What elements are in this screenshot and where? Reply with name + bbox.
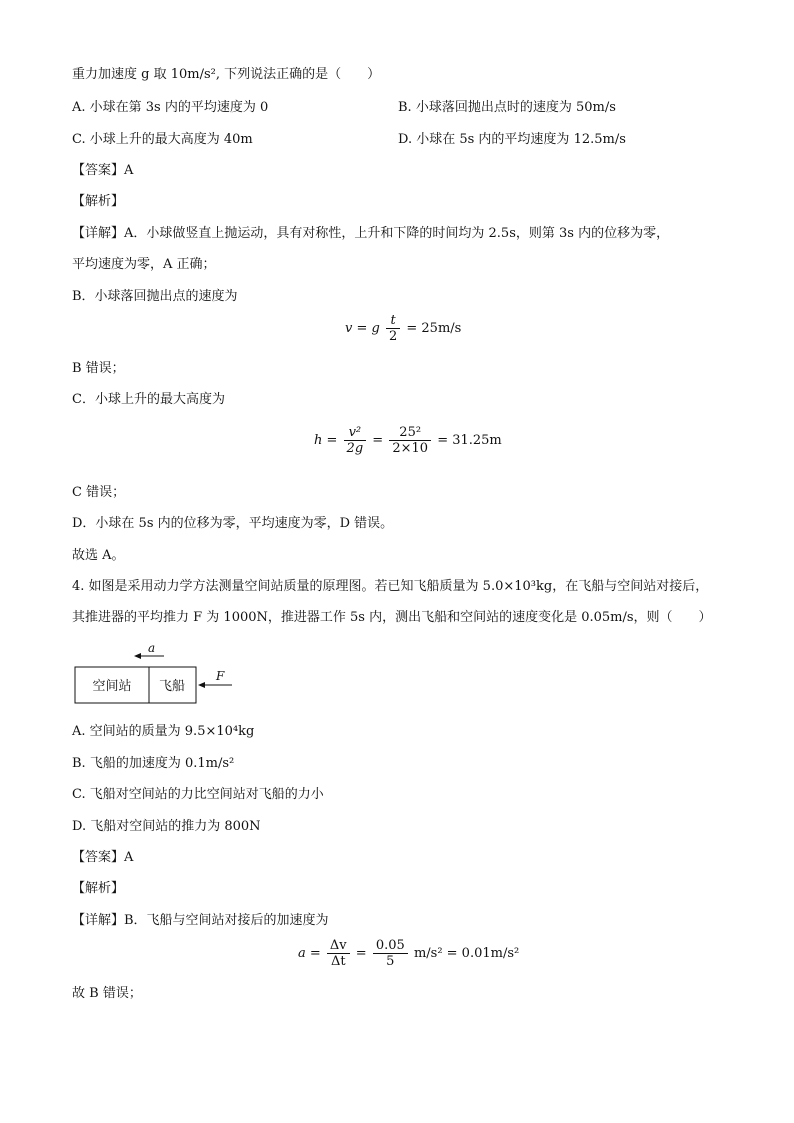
detail-line: D．小球在 5s 内的位移为零，平均速度为零，D 错误。 [72,516,394,531]
option-a: A. 小球在第 3s 内的平均速度为 0 [72,100,269,115]
detail-line: 【详解】B．飞船与空间站对接后的加速度为 [72,913,329,928]
detail-line: B 错误； [72,361,125,376]
q4-option-b: B. 飞船的加速度为 0.1m/s² [72,756,235,771]
force-arrowhead [198,682,205,688]
fraction-numerator: t [386,313,400,329]
detail-line: 故 B 错误； [72,986,142,1001]
option-b: B. 小球落回抛出点时的速度为 50m/s [398,100,616,115]
formula-acceleration [298,938,519,969]
fraction [344,425,367,456]
formula-velocity [345,313,461,344]
fraction [386,313,400,344]
diagram-svg [72,638,242,708]
fraction-denominator: 2g [346,441,364,456]
analysis-label: 【解析】 [72,881,125,896]
fraction-denominator: 2×10 [392,441,429,456]
ship-label: 飞船 [158,679,186,694]
question-4-stem-cont: 其推进器的平均推力 F 为 1000N，推进器工作 5s 内，测出飞船和空间站的速度变化是 0.05m/s，则（ ） [72,610,712,625]
fraction-denominator: Δt [330,954,346,969]
equals-sign: = [372,433,384,448]
formula-height [314,425,502,456]
fraction-numerator: Δv [327,938,350,954]
accel-label: a [148,641,156,655]
fraction [389,425,431,456]
detail-line: 平均速度为零，A 正确； [72,257,216,272]
fraction-numerator: 0.05 [373,938,408,954]
accel-arrowhead [134,653,141,659]
formula-lhs: a = [298,946,321,961]
q4-option-c: C. 飞船对空间站的力比空间站对飞船的力小 [72,787,324,802]
option-d: D. 小球在 5s 内的平均速度为 12.5m/s [398,132,626,147]
detail-line: 【详解】A．小球做竖直上抛运动，具有对称性，上升和下降的时间均为 2.5s，则第 3s 内的位移为零， [72,226,670,241]
spacestation-diagram [72,638,242,708]
analysis-label: 【解析】 [72,194,125,209]
fraction-denominator: 5 [386,954,395,969]
detail-line: C．小球上升的最大高度为 [72,392,225,407]
force-label: F [216,669,225,683]
answer-label: 【答案】A [72,163,134,178]
detail-line: C 错误； [72,485,126,500]
formula-lhs: h = [314,433,338,448]
formula-rhs: m/s² = 0.01m/s² [413,946,520,961]
question-stem-end: 重力加速度 g 取 10m/s², 下列说法正确的是（ ） [72,67,381,82]
question-4-stem: 4. 如图是采用动力学方法测量空间站质量的原理图。若已知飞船质量为 5.0×10³kg，在飞船与空间站对接后， [72,579,709,594]
formula-rhs: = 25m/s [406,321,462,336]
fraction-numerator: v² [344,425,367,441]
equals-sign: = [355,946,367,961]
station-label: 空间站 [92,679,132,694]
fraction-denominator: 2 [388,329,398,344]
fraction [327,938,350,969]
detail-line: B．小球落回抛出点的速度为 [72,289,238,304]
detail-line: 故选 A。 [72,548,125,563]
fraction-numerator: 25² [389,425,431,441]
q4-option-d: D. 飞船对空间站的推力为 800N [72,819,261,834]
formula-lhs: v = g [345,321,380,336]
fraction [373,938,408,969]
formula-rhs: = 31.25m [437,433,502,448]
answer-label: 【答案】A [72,850,134,865]
option-c: C. 小球上升的最大高度为 40m [72,132,253,147]
q4-option-a: A. 空间站的质量为 9.5×10⁴kg [72,724,255,739]
